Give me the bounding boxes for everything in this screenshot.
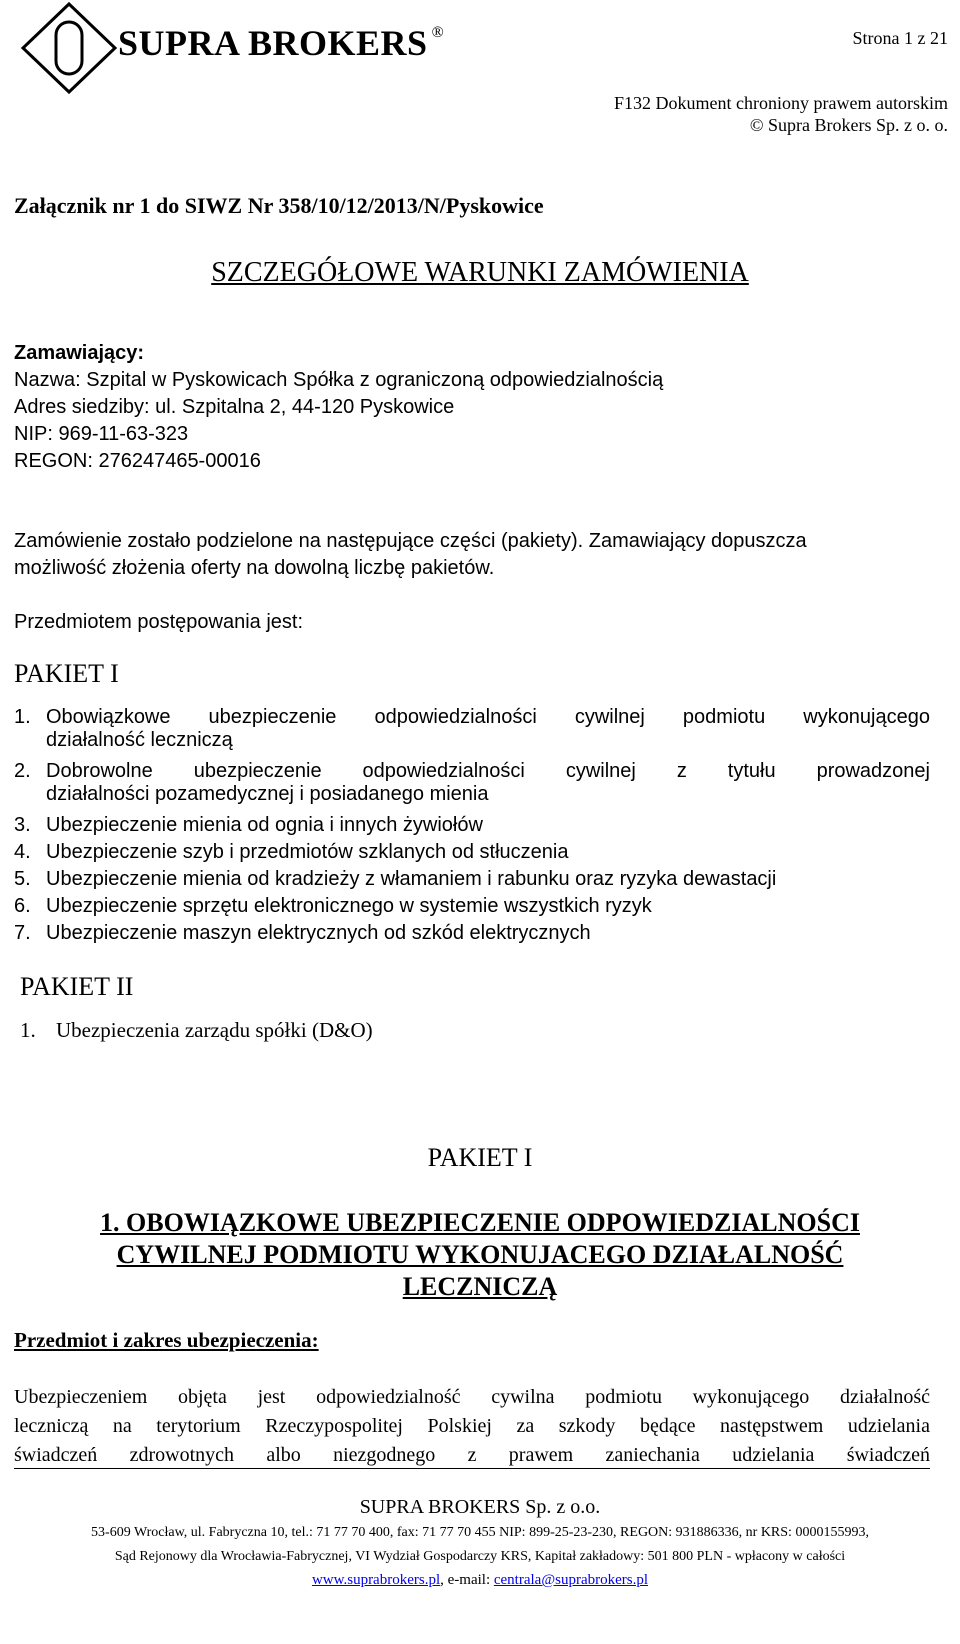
section-title: 1. OBOWIĄZKOWE UBEZPIECZENIE ODPOWIEDZIALNOŚCI xyxy=(100,1208,860,1237)
footer-address: 53-609 Wrocław, ul. Fabryczna 10, tel.: 71 77 70 400, fax: 71 77 70 455 NIP: 899-25-23-230, REGON: 931886336, nr KRS: 0000155993, xyxy=(91,1525,869,1540)
registered-mark: ® xyxy=(431,24,445,41)
list-item-number: 1. xyxy=(20,1018,36,1042)
email-link[interactable]: centrala@suprabrokers.pl xyxy=(493,1572,649,1588)
list-item-text: Dobrowolne ubezpieczenie odpowiedzialności cywilnej z tytułu prowadzonej xyxy=(46,760,930,782)
list-item-text: Ubezpieczenie mienia od kradzieży z włamaniem i rabunku oraz ryzyka dewastacji xyxy=(46,868,777,890)
section-title-line-2: CYWILNEJ PODMIOTU WYKONUJACEGO DZIAŁALNOŚĆ xyxy=(116,1240,844,1269)
ordering-party-name: Nazwa: Szpital w Pyskowicach Spółka z ograniczoną odpowiedzialnością xyxy=(14,369,664,391)
ordering-party-regon: REGON: 276247465-00016 xyxy=(14,450,261,472)
list-item xyxy=(14,814,483,837)
list-item-text: Obowiązkowe ubezpieczenie odpowiedzialności cywilnej podmiotu wykonującego xyxy=(46,706,930,728)
copyright-notice: F132 Dokument chroniony prawem autorskim xyxy=(614,93,948,113)
list-item xyxy=(14,760,930,806)
intro-text: Zamówienie zostało podzielone na następujące części (pakiety). Zamawiający dopuszcza xyxy=(14,530,807,552)
website-link[interactable]: www.suprabrokers.pl xyxy=(311,1572,441,1588)
list-item xyxy=(14,868,776,891)
list-item-text: Ubezpieczenie mienia od ognia i innych żywiołów xyxy=(46,814,483,836)
list-item-text-continued: działalności pozamedycznej i posiadanego mienia xyxy=(46,783,489,805)
supra-brokers-logo xyxy=(14,0,124,95)
section-body-line: świadczeń zdrowotnych albo niezgodnego z prawem zaniechania udzielania świadczeń xyxy=(14,1444,930,1466)
section-body-line: Ubezpieczeniem objęta jest odpowiedzialność cywilna podmiotu wykonującego działalność xyxy=(14,1386,930,1408)
annex-title: Załącznik nr 1 do SIWZ Nr 358/10/12/2013/N/Pyskowice xyxy=(14,193,544,218)
brand-name: SUPRA BROKERS ® xyxy=(118,23,445,63)
list-item-number: 3. xyxy=(14,814,31,836)
footer-contact xyxy=(0,1572,960,1589)
list-item-text: Ubezpieczenie maszyn elektrycznych od szkód elektrycznych xyxy=(46,922,591,944)
scope-label: Przedmiot i zakres ubezpieczenia: xyxy=(14,1328,319,1352)
list-item xyxy=(14,922,591,945)
list-item-text: Ubezpieczenie szyb i przedmiotów szklanych od stłuczenia xyxy=(46,841,569,863)
list-item-number: 7. xyxy=(14,922,31,944)
section-body-line: leczniczą na terytorium Rzeczypospolitej Polskiej za szkody będące następstwem udzielania xyxy=(14,1415,930,1437)
page-title: SZCZEGÓŁOWE WARUNKI ZAMÓWIENIA xyxy=(211,257,749,288)
copyright-owner: © Supra Brokers Sp. z o. o. xyxy=(749,115,948,135)
list-item-text: Ubezpieczenia zarządu spółki (D&O) xyxy=(56,1018,373,1042)
pakiet-1-heading: PAKIET I xyxy=(14,659,119,688)
list-item-text: Ubezpieczenie sprzętu elektronicznego w systemie wszystkich ryzyk xyxy=(46,895,652,917)
list-item-number: 4. xyxy=(14,841,31,863)
page-number: Strona 1 z 21 xyxy=(852,28,948,48)
section-body xyxy=(14,1383,930,1470)
list-item xyxy=(20,1018,373,1043)
list-item-number: 2. xyxy=(14,760,31,782)
list-item-number: 5. xyxy=(14,868,31,890)
list-item-number: 1. xyxy=(14,706,31,728)
section-pakiet-heading: PAKIET I xyxy=(427,1143,533,1172)
logo-icon xyxy=(14,0,124,95)
list-item xyxy=(14,895,652,918)
subject-intro: Przedmiotem postępowania jest: xyxy=(14,611,304,633)
list-item xyxy=(14,841,568,864)
list-item-text-continued: działalność leczniczą xyxy=(46,729,233,751)
ordering-party-address: Adres siedziby: ul. Szpitalna 2, 44-120 Pyskowice xyxy=(14,396,455,418)
list-item xyxy=(14,706,930,752)
list-item-number: 6. xyxy=(14,895,31,917)
email-label: , e-mail: xyxy=(440,1572,494,1588)
section-title-line-3: LECZNICZĄ xyxy=(402,1272,558,1301)
footer-registry: Sąd Rejonowy dla Wrocławia-Fabrycznej, VI Wydział Gospodarczy KRS, Kapitał zakładowy: 501 800 PLN - wpłacony w całości xyxy=(114,1549,846,1564)
footer-company: SUPRA BROKERS Sp. z o.o. xyxy=(359,1496,601,1518)
footer-divider xyxy=(14,1468,930,1469)
intro-text-continued: możliwość złożenia oferty na dowolną liczbę pakietów. xyxy=(14,557,495,579)
ordering-party-nip: NIP: 969-11-63-323 xyxy=(14,423,189,445)
ordering-party-label: Zamawiający: xyxy=(14,342,145,364)
pakiet-2-heading: PAKIET II xyxy=(20,972,134,1001)
